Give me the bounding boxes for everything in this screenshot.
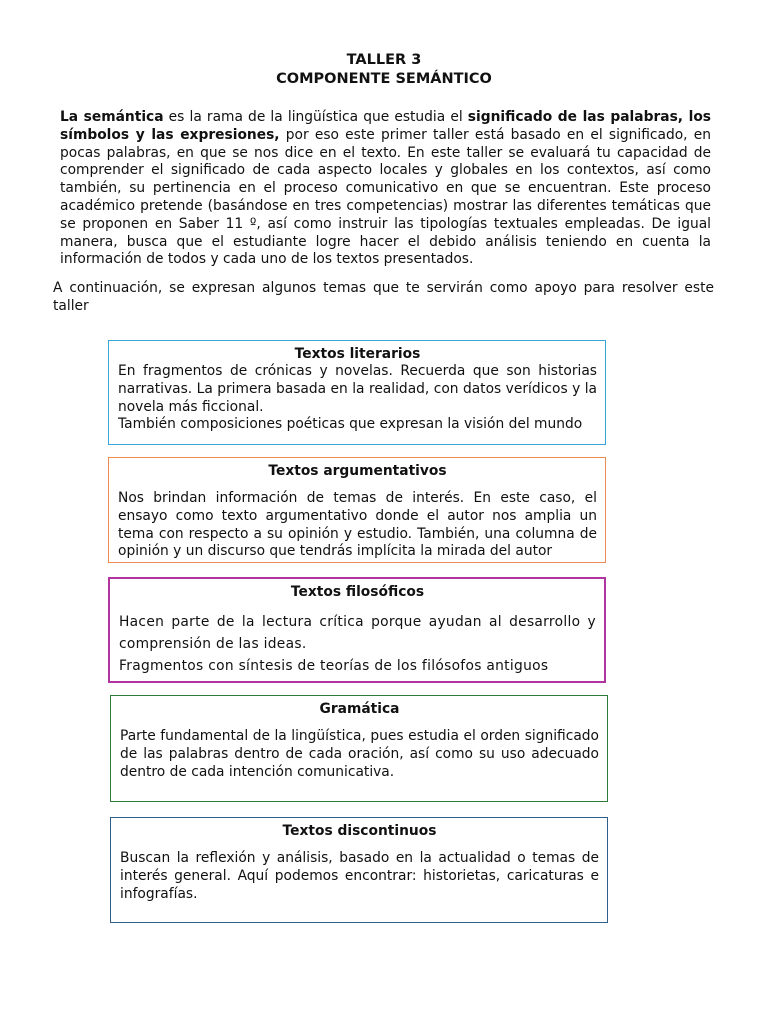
box-text: Fragmentos con síntesis de teorías de los filósofos antiguos: [119, 658, 549, 674]
intro-text-1: es la rama de la lingüística que estudia el: [163, 109, 468, 125]
box-textos-argumentativos: [108, 457, 606, 563]
box-title: Textos discontinuos: [282, 823, 437, 839]
box-text: Hacen parte de la lectura crítica porque ayudan al desarrollo y comprensión de las ideas.: [119, 614, 596, 652]
box-textos-discontinuos: [110, 817, 608, 923]
lead-paragraph: A continuación, se expresan algunos temas que te servirán como apoyo para resolver este taller: [53, 280, 714, 314]
box-textos-literarios: [108, 340, 606, 445]
box-text: Buscan la reflexión y análisis, basado en la actualidad o temas de interés general. Aquí podemos encontrar: historietas, caricaturas e infografías.: [120, 850, 599, 902]
intro-bold-term: La semántica: [60, 109, 164, 125]
box-text: En fragmentos de crónicas y novelas. Recuerda que son historias narrativas. La primera basada en la realidad, con datos verídicos y la novela más ficcional.: [118, 363, 597, 415]
box-title: Textos filosóficos: [290, 584, 425, 600]
box-text: Nos brindan información de temas de interés. En este caso, el ensayo como texto argumentativo donde el autor nos amplia un tema con respecto a su opinión y estudio. También, una columna de opinión y un discurso que tendrás implícita la mirada del autor: [118, 490, 597, 560]
intro-paragraph: [60, 109, 711, 269]
document-subtitle: COMPONENTE SEMÁNTICO: [276, 71, 492, 87]
box-title: Textos argumentativos: [268, 463, 447, 479]
box-text: También composiciones poéticas que expresan la visión del mundo: [118, 416, 583, 433]
intro-text-2: por eso este primer taller está basado en el significado, en pocas palabras, en que se nos dice en el texto. En este taller se evaluará tu capacidad de comprender el significado de cada aspecto locales y globales en los contextos, así como también, su pertinencia en el proceso comunicativo en que se encuentran. Este proceso académico pretende (basándose en tres competencias) mostrar las diferentes temáticas que se proponen en Saber 11 º, así como instruir las tipologías textuales empleadas. De igual manera, busca que el estudiante logre hacer el debido análisis teniendo en cuenta la información de todos y cada uno de los textos presentados.: [60, 126, 711, 268]
box-text: Parte fundamental de la lingüística, pues estudia el orden significado de las palabras dentro de cada oración, así como su uso adecuado dentro de cada intención comunicativa.: [120, 728, 599, 780]
document-title: TALLER 3: [346, 52, 422, 68]
box-textos-filosoficos: [108, 577, 606, 683]
box-title: Gramática: [319, 701, 400, 717]
intro-bold-definition: significado de las palabras, los símbolos y las expresiones,: [60, 109, 712, 143]
box-title: Textos literarios: [294, 346, 421, 362]
document-header: [0, 51, 768, 89]
box-gramatica: [110, 695, 608, 802]
